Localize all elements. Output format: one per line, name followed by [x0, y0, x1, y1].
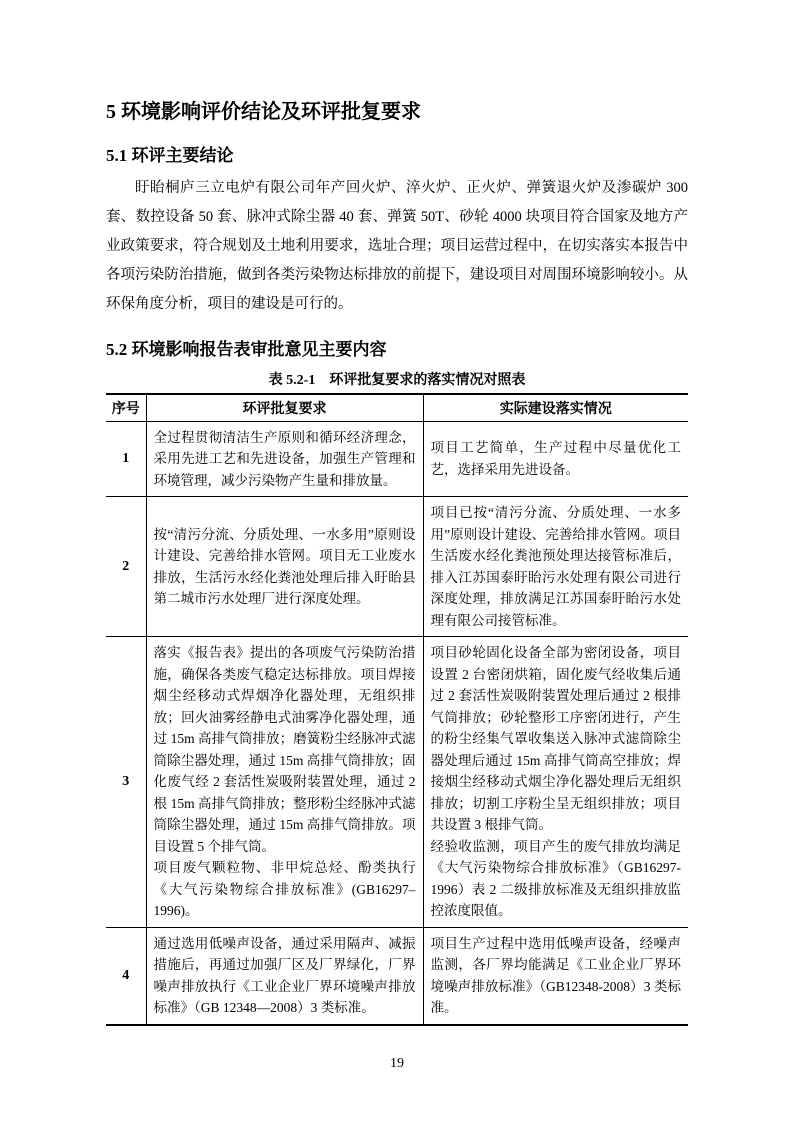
implementation-paragraph: 项目砂轮固化设备全部为密闭设备，项目设置 2 台密闭烘箱，固化废气经收集后通过 2 套活性炭吸附装置处理后通过 2 根排气筒排放；砂轮整形工序密闭进行，产生的粉尘经集气罩收集送入脉冲式滤筒除尘器处理后通过 15m 高排气筒高空排放；焊接烟尘经移动式烟尘净化器处理后无组织排放；切割工序粉尘呈无组织排放；项目共设置 3 根排气筒。 — [430, 645, 681, 832]
section-5-2-heading: 5.2 环境影响报告表审批意见主要内容 — [106, 340, 387, 360]
implementation-cell — [423, 927, 688, 1025]
header-cell-requirement: 环评批复要求 — [146, 394, 423, 422]
header-cell-implementation: 实际建设落实情况 — [499, 401, 612, 417]
row-number: 3 — [106, 637, 146, 928]
page-number: 19 — [390, 1055, 404, 1071]
implementation-cell — [423, 637, 688, 928]
implementation-cell — [423, 421, 688, 497]
table-row — [106, 927, 688, 1025]
table-row — [106, 421, 688, 497]
requirement-cell — [146, 421, 423, 497]
row-number: 4 — [106, 927, 146, 1025]
table-header-row — [106, 394, 688, 422]
requirement-cell — [146, 497, 423, 637]
conclusion-paragraph: 盱眙桐庐三立电炉有限公司年产回火炉、淬火炉、正火炉、弹簧退火炉及渗碳炉 300 套、数控设备 50 套、脉冲式除尘器 40 套、弹簧 50T、砂轮 4000 块项目符合国家及地方产业政策要求，符合规划及土地利用要求，选址合理；项目运营过程中，在切实落实本报告中各项污染防治措施，做到各类污染物达标排放的前提下，建设项目对周围环境影响较小。从环保角度分析，项目的建设是可行的。 — [106, 180, 688, 313]
requirement-cell — [146, 637, 423, 928]
implementation-cell — [423, 497, 688, 637]
implementation-paragraph: 项目已按“清污分流、分质处理、一水多用”原则设计建设、完善给排水管网。项目生活废水经化粪池预处理达接管标准后，排入江苏国泰盱眙污水处理有限公司进行深度处理，排放满足江苏国泰盱眙污水处理有限公司接管标准。 — [430, 505, 681, 628]
requirement-paragraph: 全过程贯彻清洁生产原则和循环经济理念，采用先进工艺和先进设备，加强生产管理和环境管理，减少污染物产生量和排放量。 — [153, 429, 416, 488]
comparison-table — [106, 393, 688, 1026]
requirement-paragraph: 落实《报告表》提出的各项废气污染防治措施，确保各类废气稳定达标排放。项目焊接烟尘经移动式焊烟净化器处理，无组织排放；回火油雾经静电式油雾净化器处理，通过 15m 高排气筒排放；磨簧粉尘经脉冲式滤筒除尘器处理，通过 15m 高排气筒排放；固化废气经 2 套活性炭吸附装置处理，通过 2 根 15m 高排气筒排放；整形粉尘经脉冲式滤筒除尘器处理，通过 15m 高排气筒排放。项目设置 5 个排气筒。 — [153, 645, 416, 854]
row-number: 2 — [106, 497, 146, 637]
header-cell-no: 序号 — [106, 394, 146, 422]
requirement-paragraph: 通过选用低噪声设备，通过采用隔声、减振措施后，再通过加强厂区及厂界绿化，厂界噪声排放执行《工业企业厂界环境噪声排放标准》（GB 12348—2008）3 类标准。 — [153, 935, 416, 1015]
requirement-paragraph: 项目废气颗粒物、非甲烷总烃、酚类执行《大气污染物综合排放标准》(GB16297–1996)。 — [153, 860, 416, 918]
implementation-paragraph: 项目工艺简单，生产过程中尽量优化工艺，选择采用先进设备。 — [430, 440, 681, 477]
implementation-paragraph: 项目生产过程中选用低噪声设备，经噪声监测，各厂界均能满足《工业企业厂界环境噪声排放标准》（GB12348-2008）3 类标准。 — [430, 935, 681, 1015]
table-caption: 表 5.2-1 环评批复要求的落实情况对照表 — [268, 372, 526, 388]
requirement-paragraph: 按“清污分流、分质处理、一水多用”原则设计建设、完善给排水管网。项目无工业废水排放，生活污水经化粪池处理后排入盱眙县第二城市污水处理厂进行深度处理。 — [153, 526, 416, 606]
row-number: 1 — [106, 421, 146, 497]
requirement-cell — [146, 927, 423, 1025]
table-row — [106, 637, 688, 928]
implementation-paragraph: 经验收监测，项目产生的废气排放均满足《大气污染物综合排放标准》（GB16297-1996）表 2 二级排放标准及无组织排放监控浓度限值。 — [430, 838, 681, 918]
section-5-1-heading: 5.1 环评主要结论 — [106, 146, 234, 165]
table-row — [106, 497, 688, 637]
chapter-heading: 5 环境影响评价结论及环评批复要求 — [106, 101, 421, 123]
